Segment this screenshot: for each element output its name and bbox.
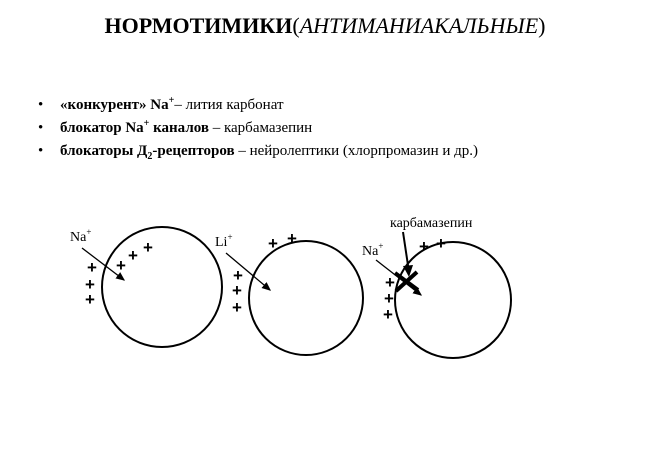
bullet-tail: -рецепторов [152, 143, 235, 159]
cell-2-plus: + [268, 234, 278, 253]
cell-3-membrane [395, 242, 511, 358]
title-paren-close: ) [538, 13, 546, 38]
bullet-lead: блокатор Na [60, 120, 144, 136]
cell-2-plus: + [232, 281, 242, 300]
bullet-sup: + [143, 118, 150, 129]
cell-2-membrane [249, 241, 363, 355]
cell-3-drug-label: карбамазепин [390, 216, 473, 231]
title-subtitle: АНТИМАНИАКАЛЬНЫЕ [299, 13, 539, 38]
cell-1-plus: + [87, 258, 97, 277]
bullet-rest: – лития карбонат [174, 97, 284, 113]
cell-1 [70, 227, 222, 347]
bullet-sub: 2 [147, 151, 153, 162]
bullet-sup: + [168, 95, 175, 106]
cell-1-plus: + [85, 290, 95, 309]
title-main: НОРМОТИМИКИ [104, 13, 293, 38]
bullet-tail: каналов [149, 120, 209, 136]
cell-1-plus: + [143, 238, 153, 257]
bullet-marker: • [38, 120, 44, 136]
title-paren-open: ( [292, 13, 300, 38]
bullet-marker: • [38, 143, 44, 159]
bullet-rest: – карбамазепин [208, 120, 313, 136]
cell-2-plus: + [232, 298, 242, 317]
cell-3-plus: + [384, 289, 394, 308]
cell-2-plus: + [287, 229, 297, 248]
cell-2-ion-label: Li+ [215, 232, 233, 250]
cell-3-plus: + [436, 234, 446, 253]
bullet-rest: – нейролептики (хлорпромазин и др.) [234, 143, 479, 159]
cell-3 [362, 216, 511, 358]
bullet-lead: блокаторы Д [60, 143, 148, 159]
cell-3-plus: + [385, 273, 395, 292]
bullet-marker: • [38, 97, 44, 113]
bullet-lead: «конкурент» Na [60, 97, 169, 113]
cell-1-plus: + [85, 275, 95, 294]
cell-1-membrane [102, 227, 222, 347]
cell-1-ion-label: Na+ [70, 227, 92, 245]
cell-2-plus: + [233, 266, 243, 285]
cell-2 [215, 229, 363, 355]
cell-1-plus: + [128, 246, 138, 265]
cell-3-ion-label: Na+ [362, 241, 384, 259]
cell-1-plus: + [116, 256, 126, 275]
cell-3-plus: + [419, 237, 429, 256]
cell-3-plus: + [383, 305, 393, 324]
